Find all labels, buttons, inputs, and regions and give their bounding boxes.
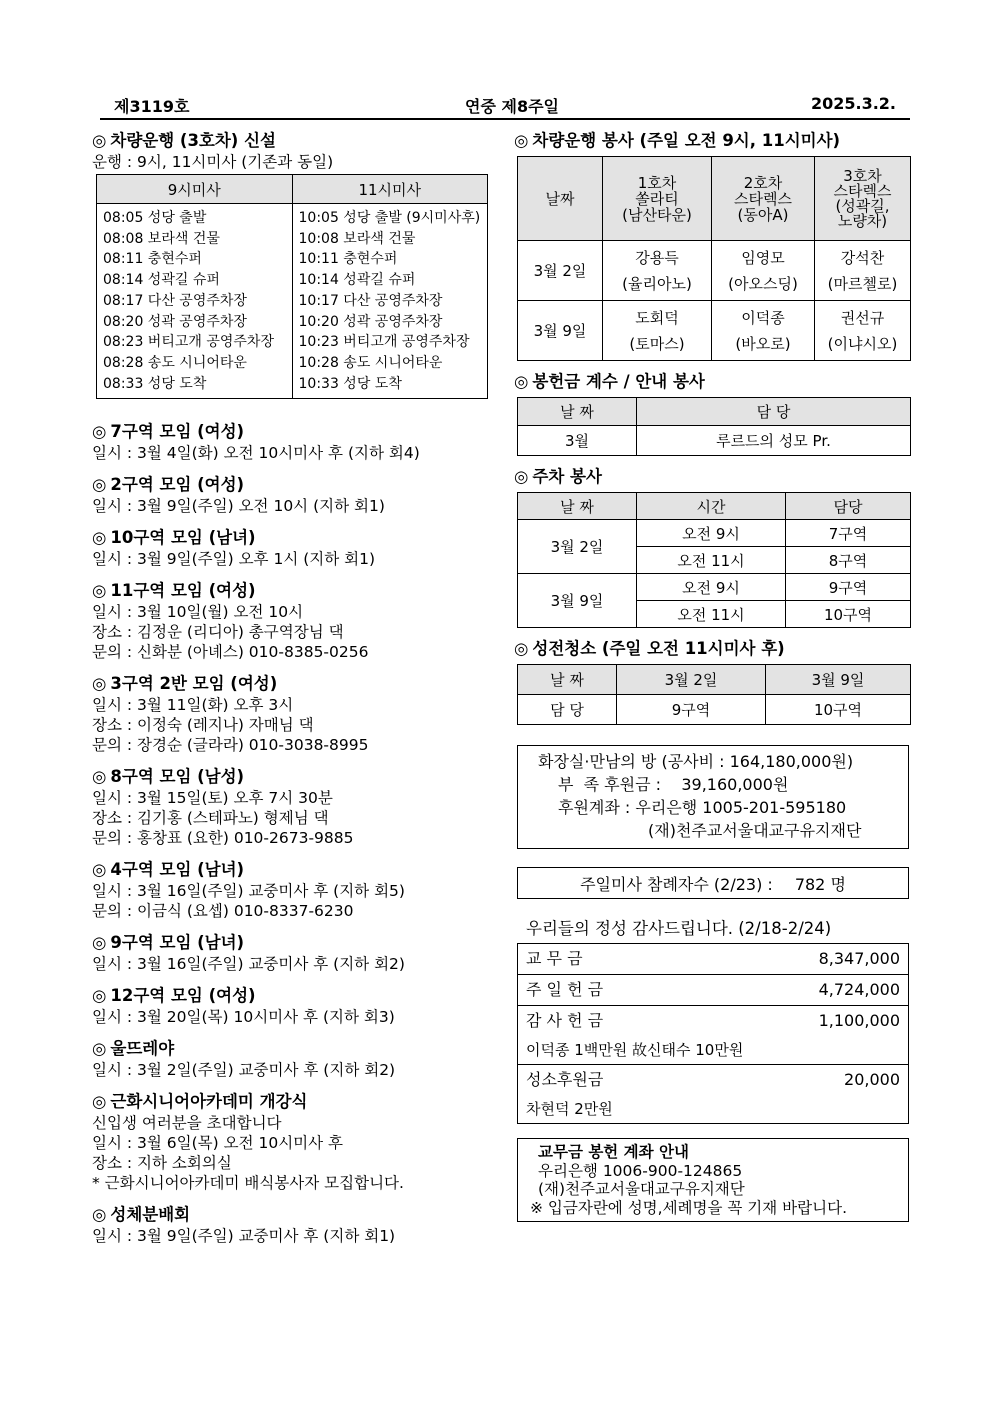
attendance-label: 주일미사 참례자수 (2/23) : — [580, 874, 773, 894]
header-line: 스타렉스 — [833, 181, 892, 200]
stop-time: 08:14 성곽길 슈퍼 — [103, 272, 220, 289]
notice-section — [92, 673, 492, 755]
notice-section — [92, 580, 492, 662]
parking-table — [517, 492, 911, 628]
driver-cell — [603, 301, 712, 361]
section-title — [92, 766, 492, 788]
notice-line: 문의 : 홍창표 (요한) 010-2673-9885 — [92, 829, 354, 848]
car1-header — [603, 157, 712, 241]
stop-time: 10:08 보라색 건물 — [298, 230, 416, 247]
section-title-text: 3구역 2반 모임 (여성) — [110, 674, 278, 694]
group-cell: 7구역 — [786, 520, 911, 547]
bullet-marker: ◎ — [92, 475, 107, 495]
week-title: 연중 제8주일 — [465, 97, 559, 116]
section-title — [92, 580, 492, 602]
header-line: 노량차) — [837, 211, 888, 230]
account-line: ※ 입금자란에 성명,세례명을 꼭 기재 바랍니다. — [530, 1198, 847, 1217]
thanks-amount: 8,347,000 — [818, 949, 900, 968]
section-title — [92, 1204, 492, 1226]
section-title — [92, 859, 492, 881]
schedule-11am — [292, 204, 488, 399]
col-header: 3월 2일 — [617, 665, 766, 695]
thanks-label: 성소후원금 — [526, 1070, 604, 1089]
section-title: ◎ 성전청소 (주일 오전 11시미사 후) — [514, 639, 785, 658]
notice-line: 장소 : 이정숙 (레지나) 자매님 댁 — [92, 716, 314, 735]
header-line: 스타렉스 — [734, 189, 792, 208]
cleaning-value: 10구역 — [766, 695, 911, 725]
notice-line: 일시 : 3월 16일(주일) 교중미사 후 (지하 회5) — [92, 882, 405, 901]
row-label: 담 당 — [518, 695, 617, 725]
notice-line: 일시 : 3월 2일(주일) 교중미사 후 (지하 회2) — [92, 1061, 396, 1080]
section-title-text: 근화시니어아카데미 개강식 — [110, 1092, 308, 1112]
fund-line: (재)천주교서울대교구유지재단 — [648, 821, 862, 840]
notice-section — [92, 985, 492, 1027]
thanks-row — [518, 975, 908, 1006]
header-line: (성곽길, — [835, 196, 890, 215]
notice-line: 장소 : 김정운 (리디아) 총구역장님 댁 — [92, 623, 344, 642]
notice-section — [92, 1204, 492, 1246]
section-title-text: 8구역 모임 (남성) — [110, 767, 245, 787]
driver-line: 강석찬 — [840, 248, 885, 267]
thanks-amount: 4,724,000 — [818, 980, 900, 999]
bullet-marker: ◎ — [92, 581, 107, 601]
notice-section — [92, 932, 492, 974]
section-title: ◎ 차량운행 (3호차) 신설 — [92, 131, 276, 150]
account-line: 우리은행 1006-900-124865 — [538, 1161, 743, 1180]
account-line: (재)천주교서울대교구유지재단 — [538, 1180, 745, 1198]
notice-line: 장소 : 김기홍 (스테파노) 형제님 댁 — [92, 809, 329, 828]
fund-line: 부 족 후원금 : 39,160,000원 — [558, 775, 789, 794]
driver-line: (토마스) — [629, 334, 685, 353]
thanks-amount: 1,100,000 — [818, 1011, 900, 1030]
notice-line: 일시 : 3월 6일(목) 오전 10시미사 후 — [92, 1134, 344, 1153]
row-date: 3월 9일 — [518, 574, 637, 628]
thanks-table — [517, 943, 909, 1124]
driver-cell — [815, 301, 911, 361]
thanks-label: 주 일 헌 금 — [526, 980, 604, 999]
group-cell: 8구역 — [786, 547, 911, 574]
section-title — [92, 985, 492, 1007]
col-header: 담당 — [786, 493, 911, 520]
driver-line: 도회덕 — [635, 308, 679, 327]
section-title-text: 9구역 모임 (남녀) — [110, 933, 245, 953]
stop-time: 10:17 다산 공영주차장 — [298, 292, 443, 309]
notice-section — [92, 1091, 492, 1193]
section-title-text: 성체분배회 — [110, 1205, 191, 1225]
section-title — [92, 421, 492, 443]
col-header: 날 짜 — [518, 398, 637, 426]
notice-line: 일시 : 3월 15일(토) 오후 7시 30분 — [92, 789, 333, 808]
driver-cell — [603, 241, 712, 301]
group-cell: 10구역 — [786, 601, 911, 628]
stop-time: 08:20 성곽 공영주차장 — [103, 313, 247, 330]
stop-time: 10:20 성곽 공영주차장 — [298, 313, 443, 330]
col-header: 11시미사 — [292, 175, 488, 204]
bullet-marker: ◎ — [92, 933, 107, 953]
attendance-box — [517, 867, 909, 899]
section-title: ◎ 차량운행 봉사 (주일 오전 9시, 11시미사) — [514, 131, 841, 150]
driver-line: (율리아노) — [622, 274, 692, 293]
notice-line: 일시 : 3월 10일(월) 오전 10시 — [92, 603, 304, 622]
thanks-note: 이덕종 1백만원 故신태수 10만원 — [526, 1041, 744, 1059]
col-header: 담 당 — [637, 398, 911, 426]
header-line: (동아A) — [737, 205, 789, 224]
notice-line: 문의 : 장경순 (글라라) 010-3038-8995 — [92, 736, 369, 755]
bullet-marker: ◎ — [92, 1092, 107, 1112]
bus-schedule-table — [96, 174, 488, 399]
attendance-value: 782 명 — [794, 874, 846, 894]
row-date: 3월 2일 — [518, 241, 603, 301]
section-title — [92, 932, 492, 954]
driver-line: (바오로) — [735, 334, 791, 353]
stop-time: 08:23 버티고개 공영주차장 — [103, 334, 274, 351]
stop-time: 10:11 충현수퍼 — [298, 251, 398, 268]
meeting-notices — [92, 421, 492, 1246]
group-cell: 9구역 — [786, 574, 911, 601]
date-header: 날짜 — [518, 157, 603, 241]
thanks-note: 차현덕 2만원 — [526, 1100, 613, 1118]
thanks-row-main — [518, 1006, 908, 1036]
cleaning-value: 9구역 — [617, 695, 766, 725]
section-title-text: 12구역 모임 (여성) — [110, 986, 256, 1006]
parking-section — [514, 466, 912, 628]
table-row — [518, 241, 911, 301]
notice-line: 일시 : 3월 9일(주일) 오후 1시 (지하 회1) — [92, 550, 376, 569]
notice-section — [92, 859, 492, 921]
time-cell: 오전 11시 — [637, 547, 786, 574]
bullet-marker: ◎ — [92, 1039, 107, 1059]
thanks-row — [518, 1006, 908, 1065]
notice-line: 문의 : 신화분 (아녜스) 010-8385-0256 — [92, 643, 369, 662]
stop-time: 08:05 성당 출발 — [103, 210, 207, 226]
table-row — [518, 301, 911, 361]
bus-section — [92, 130, 492, 399]
time-cell: 오전 9시 — [637, 574, 786, 601]
notice-line: 일시 : 3월 4일(화) 오전 10시미사 후 (지하 회4) — [92, 444, 420, 463]
car3-header — [815, 157, 911, 241]
notice-section — [92, 766, 492, 848]
stop-time: 10:05 성당 출발 (9시미사후) — [298, 210, 481, 226]
thanks-title: 우리들의 정성 감사드립니다. (2/18-2/24) — [526, 919, 832, 938]
cleaning-table — [517, 664, 911, 725]
stop-time: 08:28 송도 시니어타운 — [103, 354, 247, 371]
section-title — [92, 673, 492, 695]
offering-group: 루르드의 성모 Pr. — [637, 426, 911, 456]
bullet-marker: ◎ — [92, 422, 107, 442]
driver-cell — [712, 241, 815, 301]
header-line: 2호차 — [743, 173, 783, 192]
notice-section — [92, 527, 492, 569]
stop-time: 08:33 성당 도착 — [103, 375, 207, 392]
notice-section — [92, 474, 492, 516]
section-title — [92, 527, 492, 549]
col-header: 날 짜 — [518, 665, 617, 695]
thanks-label: 교 무 금 — [526, 949, 583, 968]
car2-header — [712, 157, 815, 241]
driver-line: 강용득 — [635, 248, 679, 267]
section-title-text: 11구역 모임 (여성) — [110, 581, 256, 601]
thanks-row-main — [518, 1065, 908, 1095]
thanks-row-main — [518, 975, 908, 1005]
bus-subtitle: 운행 : 9시, 11시미사 (기존과 동일) — [92, 153, 334, 171]
driver-section — [514, 130, 912, 361]
row-date: 3월 2일 — [518, 520, 637, 574]
notice-line: 일시 : 3월 9일(주일) 오전 10시 (지하 회1) — [92, 497, 385, 516]
section-title — [92, 474, 492, 496]
thanks-row-main — [518, 944, 908, 974]
fund-line: 화장실·만남의 방 (공사비 : 164,180,000원) — [538, 752, 854, 771]
bullet-marker: ◎ — [92, 1205, 107, 1225]
issue-date: 2025.3.2. — [810, 94, 896, 113]
thanks-amount: 20,000 — [844, 1070, 900, 1089]
offering-table — [517, 397, 911, 456]
section-title-text: 2구역 모임 (여성) — [110, 475, 245, 495]
section-title — [92, 1091, 492, 1113]
section-title: ◎ 주차 봉사 — [514, 467, 602, 486]
issue-number: 제3119호 — [114, 97, 190, 116]
driver-line: (이냐시오) — [827, 334, 898, 353]
bullet-marker: ◎ — [92, 986, 107, 1006]
stop-time: 08:17 다산 공영주차장 — [103, 292, 247, 309]
driver-line: 임영모 — [741, 248, 785, 267]
notice-line: 장소 : 지하 소회의실 — [92, 1154, 232, 1173]
stop-time: 10:23 버티고개 공영주차장 — [298, 334, 470, 351]
driver-table — [517, 156, 911, 361]
fund-notice-box — [517, 745, 909, 849]
stop-time: 10:14 성곽길 슈퍼 — [298, 272, 416, 289]
col-header: 9시미사 — [97, 175, 293, 204]
account-line: 교무금 봉헌 계좌 안내 — [538, 1143, 689, 1161]
driver-cell — [712, 301, 815, 361]
notice-line: 일시 : 3월 16일(주일) 교중미사 후 (지하 회2) — [92, 955, 405, 974]
account-notice-box — [517, 1138, 909, 1222]
fund-line: 후원계좌 : 우리은행 1005-201-595180 — [558, 798, 847, 817]
notice-line: * 근화시니어아카데미 배식봉사자 모집합니다. — [92, 1174, 404, 1193]
header-line: 3호차 — [843, 166, 882, 185]
thanks-label: 감 사 헌 금 — [526, 1011, 604, 1030]
time-cell: 오전 9시 — [637, 520, 786, 547]
notice-section — [92, 1038, 492, 1080]
right-column — [514, 130, 912, 1222]
header-line: (남산타운) — [622, 205, 692, 224]
notice-section — [92, 421, 492, 463]
notice-line: 일시 : 3월 9일(주일) 교중미사 후 (지하 회1) — [92, 1227, 396, 1246]
driver-line: (아오스딩) — [728, 274, 798, 293]
bullet-marker: ◎ — [92, 528, 107, 548]
thanks-row — [518, 1065, 908, 1123]
offering-section — [514, 371, 912, 456]
driver-line: 권선규 — [840, 308, 885, 327]
left-column — [92, 130, 492, 1257]
col-header: 날 짜 — [518, 493, 637, 520]
stop-time: 10:28 송도 시니어타운 — [298, 354, 443, 371]
driver-line: 이덕종 — [741, 308, 785, 327]
section-title: ◎ 봉헌금 계수 / 안내 봉사 — [514, 372, 705, 391]
col-header: 시간 — [637, 493, 786, 520]
table-row — [518, 520, 911, 547]
driver-cell — [815, 241, 911, 301]
notice-line: 문의 : 이금식 (요셉) 010-8337-6230 — [92, 902, 354, 921]
page-header — [100, 92, 910, 120]
stop-time: 08:08 보라색 건물 — [103, 230, 220, 247]
schedule-9am — [97, 204, 293, 399]
driver-line: (마르첼로) — [827, 274, 898, 293]
stop-time: 10:33 성당 도착 — [298, 375, 402, 392]
bullet-marker: ◎ — [92, 767, 107, 787]
cleaning-section — [514, 638, 912, 725]
row-date: 3월 9일 — [518, 301, 603, 361]
bullet-marker: ◎ — [92, 674, 107, 694]
section-title-text: 4구역 모임 (남녀) — [110, 860, 245, 880]
bullet-marker: ◎ — [92, 860, 107, 880]
section-title-text: 울뜨레야 — [110, 1039, 175, 1059]
section-title-text: 7구역 모임 (여성) — [110, 422, 245, 442]
thanks-row — [518, 944, 908, 975]
notice-line: 일시 : 3월 20일(목) 10시미사 후 (지하 회3) — [92, 1008, 395, 1027]
col-header: 3월 9일 — [766, 665, 911, 695]
notice-line: 일시 : 3월 11일(화) 오후 3시 — [92, 696, 294, 715]
notice-line: 신입생 여러분을 초대합니다 — [92, 1114, 282, 1133]
stop-time: 08:11 충현수퍼 — [103, 251, 202, 268]
section-title — [92, 1038, 492, 1060]
section-title-text: 10구역 모임 (남녀) — [110, 528, 256, 548]
table-row — [518, 574, 911, 601]
header-line: 1호차 — [637, 173, 677, 192]
time-cell: 오전 11시 — [637, 601, 786, 628]
header-line: 쏠라티 — [635, 189, 679, 208]
offering-date: 3월 — [518, 426, 637, 456]
